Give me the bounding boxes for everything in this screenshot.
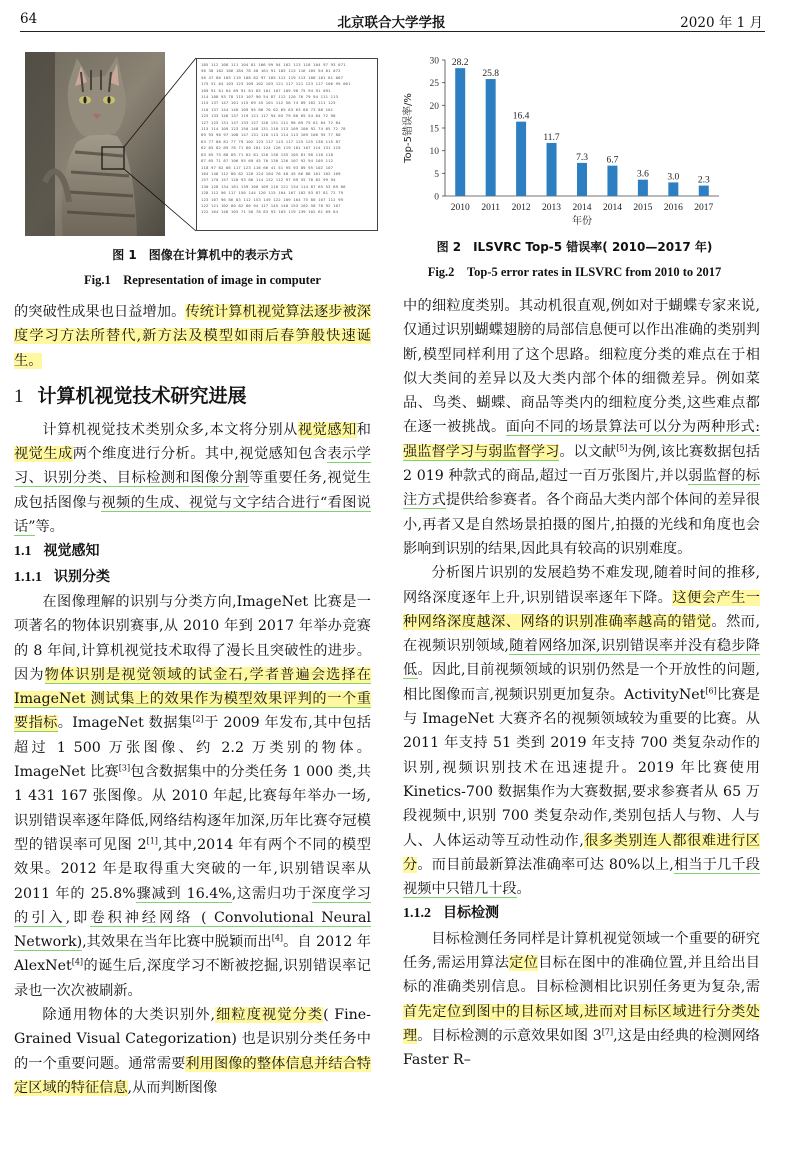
matrix-row: 127 125 131 147 133 127 126 131 111 96 89 75 61 64 72 84	[201, 119, 341, 125]
text: 于 2009 年发布,其中包括超过 1 500 万张图像、约 2.2 万类别的物体。ImageNet 比赛	[14, 715, 371, 781]
text: ,从而判断图像	[127, 1079, 218, 1096]
x-tick-label: 2013	[542, 203, 562, 213]
text: 的突破性成果也日益增加。	[14, 304, 186, 320]
highlight: 首先定位到图中的目标区域,进而对目标区域进行分类处理	[403, 1003, 760, 1044]
page-number: 64	[20, 11, 38, 27]
matrix-row: 62 65 82 89 78 71 80 101 124 126 119 101 107 114 131 119	[201, 145, 341, 151]
underline: 随着网络加深,识别错误率并没有稳步降低	[403, 638, 760, 679]
highlight: 视觉感知	[297, 421, 357, 438]
text: 在图像理解的识别与分类方向,ImageNet 比赛是一项著名的物体识别赛事,从 2010 年到 2017 年举办竞赛的 8 年间,计算机视觉技术取得了漫长且突破性的进步。	[14, 593, 371, 659]
matrix-row: 114 108 93 78 115 107 90 54 87 112 120 76 79 94 111 113	[201, 94, 339, 100]
matrix-row: 175 51 64 103 123 109 102 103 121 117 121 123 117 106 99 061	[201, 81, 351, 87]
matrix-row: 185 112 108 111 104 81 166 99 94 102 113 118 104 97 93 071	[201, 62, 346, 67]
matrix-row: 164 146 112 80 82 120 124 104 76 48 45 66 88 101 102 109	[201, 170, 341, 176]
bar	[486, 79, 496, 196]
section-number: 1	[14, 385, 24, 407]
text: 为例,该比赛数据包括 2 019 种款式的商品,超过一百万张图片,并以	[403, 443, 760, 485]
text: 。自 2012 年 AlexNet	[14, 934, 371, 975]
bar-value-label: 3.6	[636, 169, 649, 180]
highlight: 传统计算机视觉算法逐步被深度学习方法所替代,新方法及模型如雨后春笋般快速诞生。	[14, 304, 371, 369]
text: 。以文献	[559, 443, 617, 460]
highlight: 细粒度视觉分类	[215, 1007, 324, 1024]
underline: 表示学习、识别分类、目标检测和图像分割	[14, 446, 371, 487]
running-header	[20, 8, 763, 30]
x-tick-label: 2015	[633, 203, 653, 213]
section-title: 视觉感知	[43, 543, 100, 560]
matrix-row: 123 107 96 86 83 112 153 149 122 109 104 75 80 107 112 99	[201, 196, 344, 202]
y-tick-label: 30	[429, 56, 439, 67]
matrix-row: 87 65 71 87 106 95 69 45 76 130 126 107 92 94 105 112	[201, 158, 334, 164]
citation: [7]	[601, 1027, 614, 1037]
bar-value-label: 16.4	[512, 111, 530, 122]
text: ,这需归功于	[231, 885, 312, 902]
text: 两个维度进行分析。其中,视觉感知包含	[72, 446, 328, 463]
text: 的诞生后,深度学习不断被挖掘,识别错误率记录也一次次被刷新。	[14, 958, 371, 999]
underline: 骤减到 16.4%	[135, 885, 232, 902]
citation: [1]	[146, 836, 158, 846]
x-tick-label: 2010	[450, 203, 470, 213]
paragraph	[403, 294, 760, 561]
section-heading-1	[14, 379, 371, 414]
text: 比赛是与 ImageNet 大赛齐名的视频领域较为重要的比赛。从 2011 年支持 51 类到 2019 年支持 700 类复杂动作的识别,视频识别技术在迅速提升。2019 年比赛使用 Kinetics-700 数据集作为大赛数据,要求参赛者从 65 万段视频中,识别 700 类复杂动作,类别包括人与物、人与人、人体运动等互动性动作,	[403, 686, 760, 849]
bar	[668, 182, 678, 196]
header-rule	[20, 31, 765, 32]
underline: 卷积神经网络 ( Convolutional Neural Network)	[14, 909, 371, 951]
citation: [4]	[271, 933, 284, 943]
highlight: 利用图像的整体信息并结合特定区域的特征信息	[14, 1055, 371, 1096]
matrix-row: 56 38 182 186 184 78 40 161 91 105 113 116 105 94 81 072	[201, 68, 341, 74]
x-axis-title: 年份	[572, 216, 592, 227]
text: 分析图片识别的发展趋势不难发现,随着时间的推移,网络深度逐年上升,识别错误率逐年下降。	[403, 565, 760, 606]
section-heading-1-1-1	[14, 565, 371, 590]
y-tick-label: 15	[429, 124, 439, 135]
text: 包含数据集中的分类任务 1 000 类,共 1 431 167 张图像。从 2010 年起,比赛每年举办一场,识别错误率逐年降低,网络结构逐年加深,历年比赛夺冠模型的错误率可见图 2	[14, 764, 371, 853]
section-number: 1.1.2	[403, 906, 431, 922]
bar-value-label: 25.8	[482, 69, 499, 80]
y-tick-label: 5	[434, 169, 439, 180]
figure-2-caption	[397, 238, 752, 280]
figure-2-caption-cn: 图 2 ILSVRC Top-5 错误率( 2010—2017 年)	[436, 240, 713, 254]
x-tick-label: 2012	[511, 203, 531, 213]
section-number: 1.1.1	[14, 569, 42, 585]
section-heading-1-1	[14, 539, 371, 564]
error-rate-bar-chart	[397, 48, 727, 228]
bar-value-label: 2.3	[697, 175, 710, 186]
highlight: 强监督学习与弱监督学习	[403, 443, 560, 460]
matrix-row: 115 114 109 123 150 148 131 118 113 109 100 92 74 65 72 78	[201, 126, 346, 132]
text: 。ImageNet 数据集	[57, 715, 193, 732]
y-tick-label: 25	[429, 79, 439, 90]
matrix-row: 128 112 96 117 150 144 120 115 104 107 102 93 87 81 72 79	[201, 190, 344, 196]
section-number: 1.1	[14, 544, 32, 560]
paragraph	[403, 927, 760, 1073]
section-title: 目标检测	[443, 905, 499, 922]
text: 中的细粒度类别。其动机很直观,例如对于蝴蝶专家来说,仅通过识别蝴蝶翅膀的局部信息便可以作出准确的类别判断,模型同样利用了这个思路。细粒度分类的难点在于相似大类间的差异以及大类内部个体的细微差异。例如菜品、鸟类、蝴蝶、商品等类内的细粒度分类,这些难点都在逐一被挑战。	[403, 298, 760, 436]
paragraph	[14, 418, 371, 539]
text: ,其中,2014 年有两个不同的模型效果。2012 年是取得重大突破的一年,识别错误率从 2011 年的 25.8%	[14, 836, 371, 902]
underline: 弱监督的标注方式	[403, 468, 760, 509]
pixel-value-matrix	[196, 58, 378, 231]
bar	[699, 186, 709, 196]
underline: 相当于几千段视频中只错几十段	[403, 856, 760, 898]
matrix-row: 118 97 82 86 117 123 116 66 41 51 95 93 89 95 102 107	[201, 164, 334, 170]
matrix-row: 63 65 75 88 89 71 62 81 120 138 135 105 81 98 110 118	[201, 151, 334, 157]
text: 计算机视觉技术类别众多,本文将分别从	[42, 421, 298, 438]
y-tick-label: 20	[429, 101, 439, 112]
section-heading-1-1-2	[403, 901, 760, 926]
highlight: 定位	[509, 955, 539, 972]
x-tick-label: 2016	[663, 203, 683, 213]
text: 目标在图中的准确位置,并且给出目标的准确类别信息。目标检测相比识别任务更为复杂,需	[403, 955, 760, 996]
x-tick-label: 2011	[481, 203, 500, 213]
text: ,这是由经典的检测网络 Faster R–	[403, 1027, 760, 1069]
text: 目标检测任务同样是计算机视觉领域一个重要的研究任务,需运用算法	[403, 930, 760, 972]
bar-value-label: 3.0	[667, 172, 680, 183]
bar	[607, 166, 617, 196]
bar-value-label: 6.7	[606, 155, 619, 166]
y-tick-label: 0	[434, 192, 439, 203]
underline: 视频的生成、视觉与文字结合进行“看图说话”	[14, 494, 371, 536]
matrix-row: 157 170 157 120 93 86 114 132 112 97 69 55 70 82 99 94	[201, 177, 336, 183]
section-title: 计算机视觉技术研究进展	[37, 384, 247, 407]
left-column	[14, 300, 371, 1100]
matrix-row: 89 93 90 97 108 147 131 118 113 114 113 109 106 95 77 80	[201, 132, 341, 138]
text: 等重要任务,视觉生成包括图像与	[14, 470, 371, 511]
bar	[638, 180, 648, 196]
paragraph	[403, 561, 760, 901]
underline: 面向不同的场景算法可以分为两种形式:	[505, 419, 760, 436]
figure-1-caption-cn: 图 1 图像在计算机中的表示方式	[112, 248, 293, 262]
x-tick-label: 2014	[572, 203, 592, 213]
right-column	[403, 294, 760, 1073]
highlight: 物体识别是视觉领域的试金石,学者普遍会选择在 ImageNet 测试集上的效果作为模型效果评判的一个重要指标	[14, 666, 371, 732]
text: ,其效果在当年比赛中脱颖而出	[82, 934, 272, 951]
text: ( Fine-Grained Visual Categorization) 也是识别分类任务中的一个重要问题。通常需要	[14, 1007, 371, 1072]
figure-2-caption-en: Fig.2 Top-5 error rates in ILSVRC from 2010 to 2017	[427, 265, 722, 279]
text: 。然而,在视频识别领域,	[403, 613, 760, 655]
citation: [3]	[118, 763, 131, 773]
bar	[516, 122, 526, 196]
matrix-row: 125 133 148 137 119 121 117 94 65 79 80 65 54 64 72 98	[201, 113, 336, 119]
matrix-row: 122 164 148 103 71 56 78 83 93 103 119 139 102 61 69 84	[201, 209, 339, 215]
text: 除通用物体的大类识别外,	[42, 1007, 216, 1024]
paragraph	[14, 590, 371, 1003]
text: 。目标检测的示意效果如图 3	[417, 1027, 602, 1044]
bar	[547, 143, 557, 196]
text: 。而目前最新算法准确率可达 80%以上,	[417, 856, 674, 873]
matrix-row: 63 77 86 81 77 79 102 123 117 115 117 125 125 130 115 87	[201, 138, 341, 144]
journal-title: 北京联合大学学报	[337, 15, 446, 31]
x-tick-label: 2014	[602, 203, 622, 213]
text: 提供给参赛者。各个商品大类内部个体间的差异很小,再者又是自然场景拍摄的图片,拍摄的光线和角度也会影响到识别的结果,因此具有较高的识别难度。	[403, 492, 760, 557]
citation: [5]	[616, 443, 628, 453]
text: ,即	[65, 909, 91, 926]
bar-value-label: 28.2	[451, 58, 469, 69]
text: 因为	[14, 666, 45, 683]
bar-value-label: 11.7	[543, 132, 560, 143]
text: 等。	[35, 519, 64, 536]
issue-date: 2020 年 1 月	[680, 15, 763, 31]
underline: 深度学习的引入	[14, 885, 371, 926]
matrix-row: 110 137 144 140 109 95 86 70 62 65 63 63 60 73 86 101	[201, 106, 334, 112]
figure-1	[25, 52, 380, 237]
bar	[577, 163, 587, 196]
y-axis-title: Top-5错误率/%	[403, 93, 414, 163]
bar	[455, 68, 465, 196]
highlight: 很多类别连人都很难进行区分	[403, 832, 760, 873]
citation: [6]	[705, 686, 717, 696]
matrix-row: 115 137 147 101 115 69 45 101 112 58 74 89 102 111 123	[201, 100, 336, 106]
text: 。因此,目前视频领域的识别仍然是一个开放性的问题,相比图像而言,视频识别更加复杂。ActivityNet	[403, 662, 760, 703]
figure-1-caption-en: Fig.1 Representation of image in computer	[84, 273, 321, 287]
figure-1-caption	[25, 246, 380, 288]
matrix-row: 109 91 61 64 69 91 81 85 101 107 109 98 75 94 91 091	[201, 87, 331, 93]
matrix-row: 56 47 80 105 119 108 82 97 105 112 119 113 106 101 81 067	[201, 74, 344, 80]
citation: [2]	[192, 714, 204, 724]
bar-value-label: 7.3	[576, 152, 588, 163]
x-tick-label: 2017	[694, 203, 714, 213]
matrix-row: 122 121 102 80 82 86 94 117 145 148 153 102 58 78 92 107	[201, 202, 341, 208]
y-tick-label: 10	[429, 147, 439, 158]
citation: [4]	[71, 957, 84, 967]
section-title: 识别分类	[54, 568, 110, 585]
highlight: 视觉生成	[14, 446, 73, 463]
matrix-row: 130 128 134 161 139 100 109 118 121 134 114 87 65 53 69 86	[201, 183, 346, 189]
paragraph	[14, 300, 371, 373]
text: 。	[516, 881, 531, 898]
paragraph	[14, 1003, 371, 1100]
text: 和	[356, 421, 371, 438]
highlight: 这便会产生一种网络深度越深、网络的识别准确率越高的错觉	[403, 589, 760, 630]
